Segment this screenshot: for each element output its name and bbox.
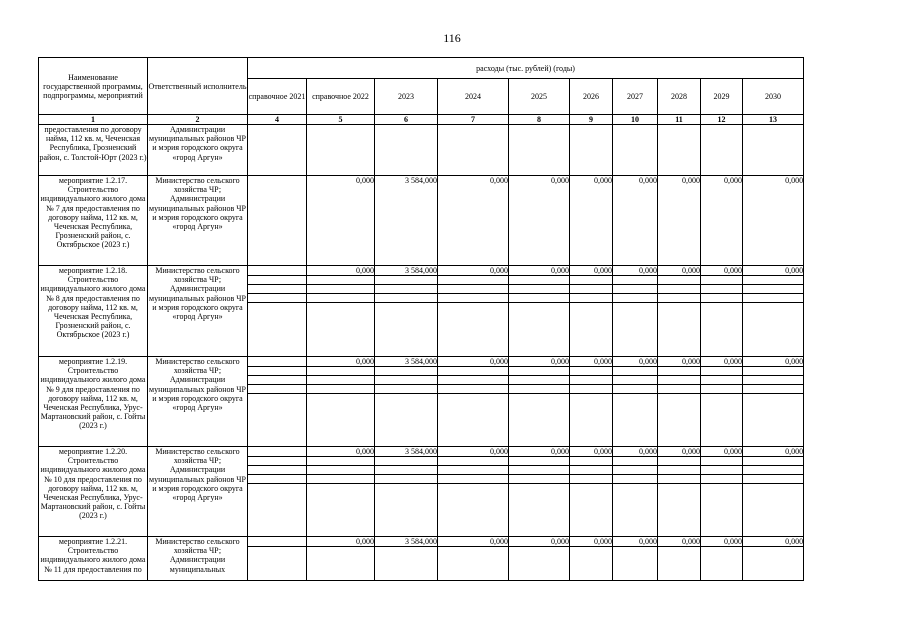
value-cell: 0,000 xyxy=(307,447,375,457)
empty-cell xyxy=(307,294,375,303)
empty-cell xyxy=(570,367,613,376)
empty-cell xyxy=(248,294,307,303)
empty-cell xyxy=(743,547,804,581)
value-cell: 0,000 xyxy=(743,357,804,367)
empty-cell xyxy=(248,376,307,385)
value-cell: 0,000 xyxy=(658,176,701,266)
empty-cell xyxy=(438,475,509,484)
empty-cell xyxy=(570,484,613,537)
value-cell: 0,000 xyxy=(743,266,804,276)
value-cell: 0,000 xyxy=(307,537,375,547)
value-cell: 3 584,000 xyxy=(375,537,438,547)
measure-name-cell: мероприятие 1.2.19. Строительство индивидуального жилого дома № 9 для предоставления по договору найма, 112 кв. м, Чеченская Республика, Урус- Мартановский район, с. Гойты (2023 г.) xyxy=(39,357,148,447)
empty-cell xyxy=(307,285,375,294)
empty-cell xyxy=(613,276,658,285)
value-cell xyxy=(375,125,438,176)
empty-cell xyxy=(701,466,743,475)
executor-cell: Министерство сельского хозяйства ЧР; Администрации муниципальных районов ЧР и мэрия городского округа «город Аргун» xyxy=(148,266,248,357)
empty-cell xyxy=(307,475,375,484)
empty-cell xyxy=(438,457,509,466)
column-number: 13 xyxy=(743,115,804,125)
empty-cell xyxy=(658,276,701,285)
page-number: 116 xyxy=(443,31,461,45)
empty-cell xyxy=(743,394,804,447)
empty-cell xyxy=(509,547,570,581)
column-number: 8 xyxy=(509,115,570,125)
empty-cell xyxy=(248,303,307,357)
empty-cell xyxy=(307,457,375,466)
empty-cell xyxy=(701,394,743,447)
empty-cell xyxy=(743,475,804,484)
value-cell: 0,000 xyxy=(701,266,743,276)
empty-cell xyxy=(375,376,438,385)
empty-cell xyxy=(307,484,375,537)
empty-cell xyxy=(438,547,509,581)
empty-cell xyxy=(701,547,743,581)
header-year: 2026 xyxy=(570,79,613,115)
empty-cell xyxy=(509,285,570,294)
value-cell: 0,000 xyxy=(701,447,743,457)
value-cell: 0,000 xyxy=(570,357,613,367)
empty-cell xyxy=(658,385,701,394)
empty-cell xyxy=(658,303,701,357)
empty-cell xyxy=(509,385,570,394)
empty-cell xyxy=(570,466,613,475)
empty-cell xyxy=(438,285,509,294)
value-cell: 0,000 xyxy=(438,266,509,276)
column-number: 12 xyxy=(701,115,743,125)
empty-cell xyxy=(509,457,570,466)
empty-cell xyxy=(570,457,613,466)
empty-cell xyxy=(438,394,509,447)
value-cell: 0,000 xyxy=(613,357,658,367)
measure-name-cell: мероприятие 1.2.17. Строительство индивидуального жилого дома № 7 для предоставления по договору найма, 112 кв. м, Чеченская Республика, Грозненский район, с. Октябрьское (2023 г.) xyxy=(39,176,148,266)
column-number: 10 xyxy=(613,115,658,125)
empty-cell xyxy=(658,294,701,303)
empty-cell xyxy=(570,303,613,357)
column-number: 7 xyxy=(438,115,509,125)
empty-cell xyxy=(743,466,804,475)
executor-cell: Министерство сельского хозяйства ЧР; Администрации муниципальных xyxy=(148,537,248,581)
empty-cell xyxy=(701,484,743,537)
empty-cell xyxy=(375,294,438,303)
value-cell: 0,000 xyxy=(509,176,570,266)
value-cell xyxy=(438,125,509,176)
empty-cell xyxy=(570,276,613,285)
empty-cell xyxy=(613,394,658,447)
empty-cell xyxy=(375,385,438,394)
value-cell: 0,000 xyxy=(509,266,570,276)
header-executor-column: Ответственный исполнитель xyxy=(148,58,248,115)
empty-cell xyxy=(658,376,701,385)
empty-cell xyxy=(658,475,701,484)
empty-cell xyxy=(743,285,804,294)
value-cell xyxy=(658,125,701,176)
table-row xyxy=(39,357,804,367)
value-cell: 0,000 xyxy=(570,176,613,266)
value-cell: 3 584,000 xyxy=(375,357,438,367)
value-cell: 0,000 xyxy=(701,176,743,266)
value-cell: 0,000 xyxy=(658,447,701,457)
empty-cell xyxy=(613,376,658,385)
value-cell: 0,000 xyxy=(438,537,509,547)
value-cell xyxy=(307,125,375,176)
table-body xyxy=(39,125,804,581)
measure-name-cell: мероприятие 1.2.21. Строительство индивидуального жилого дома № 11 для предоставления по xyxy=(39,537,148,581)
empty-cell xyxy=(743,303,804,357)
empty-cell xyxy=(375,276,438,285)
empty-cell xyxy=(307,547,375,581)
header-year: 2029 xyxy=(701,79,743,115)
empty-cell xyxy=(307,466,375,475)
value-cell xyxy=(509,125,570,176)
empty-cell xyxy=(613,285,658,294)
table-row xyxy=(39,537,804,547)
empty-cell xyxy=(509,303,570,357)
empty-cell xyxy=(701,457,743,466)
empty-cell xyxy=(307,394,375,447)
value-cell xyxy=(248,357,307,367)
executor-cell: Администрации муниципальных районов ЧР и мэрия городского округа «город Аргун» xyxy=(148,125,248,176)
empty-cell xyxy=(570,475,613,484)
value-cell: 3 584,000 xyxy=(375,266,438,276)
empty-cell xyxy=(438,367,509,376)
value-cell xyxy=(743,125,804,176)
column-number: 1 xyxy=(39,115,148,125)
empty-cell xyxy=(658,484,701,537)
value-cell: 0,000 xyxy=(658,266,701,276)
value-cell: 0,000 xyxy=(570,537,613,547)
header-year: 2030 xyxy=(743,79,804,115)
value-cell: 0,000 xyxy=(613,176,658,266)
empty-cell xyxy=(701,303,743,357)
empty-cell xyxy=(701,285,743,294)
value-cell: 0,000 xyxy=(658,537,701,547)
value-cell xyxy=(570,125,613,176)
empty-cell xyxy=(570,285,613,294)
column-number: 9 xyxy=(570,115,613,125)
empty-cell xyxy=(613,547,658,581)
value-cell xyxy=(248,537,307,547)
empty-cell xyxy=(701,475,743,484)
empty-cell xyxy=(509,294,570,303)
empty-cell xyxy=(509,484,570,537)
empty-cell xyxy=(248,367,307,376)
value-cell xyxy=(248,125,307,176)
empty-cell xyxy=(743,276,804,285)
empty-cell xyxy=(438,466,509,475)
empty-cell xyxy=(701,385,743,394)
empty-cell xyxy=(248,484,307,537)
value-cell: 0,000 xyxy=(438,357,509,367)
column-number: 11 xyxy=(658,115,701,125)
value-cell: 0,000 xyxy=(509,537,570,547)
empty-cell xyxy=(570,376,613,385)
empty-cell xyxy=(570,385,613,394)
measure-name-cell: мероприятие 1.2.20. Строительство индивидуального жилого дома № 10 для предоставления по договору найма, 112 кв. м, Чеченская Республика, Урус- Мартановский район, с. Гойты (2023 г.) xyxy=(39,447,148,537)
value-cell: 0,000 xyxy=(438,447,509,457)
header-year: 2025 xyxy=(509,79,570,115)
value-cell: 0,000 xyxy=(307,357,375,367)
executor-cell: Министерство сельского хозяйства ЧР; Администрации муниципальных районов ЧР и мэрия городского округа «город Аргун» xyxy=(148,176,248,266)
empty-cell xyxy=(248,285,307,294)
empty-cell xyxy=(375,457,438,466)
empty-cell xyxy=(658,367,701,376)
value-cell: 0,000 xyxy=(701,357,743,367)
column-number: 4 xyxy=(248,115,307,125)
value-cell: 0,000 xyxy=(509,357,570,367)
value-cell: 0,000 xyxy=(570,447,613,457)
value-cell: 0,000 xyxy=(570,266,613,276)
empty-cell xyxy=(248,466,307,475)
header-year: 2023 xyxy=(375,79,438,115)
empty-cell xyxy=(438,276,509,285)
value-cell: 0,000 xyxy=(701,537,743,547)
empty-cell xyxy=(743,376,804,385)
empty-cell xyxy=(509,475,570,484)
empty-cell xyxy=(375,394,438,447)
empty-cell xyxy=(375,285,438,294)
empty-cell xyxy=(509,466,570,475)
empty-cell xyxy=(743,385,804,394)
value-cell: 0,000 xyxy=(743,447,804,457)
table-row xyxy=(39,125,804,176)
empty-cell xyxy=(248,475,307,484)
value-cell: 0,000 xyxy=(509,447,570,457)
empty-cell xyxy=(613,367,658,376)
empty-cell xyxy=(701,376,743,385)
empty-cell xyxy=(743,367,804,376)
empty-cell xyxy=(743,484,804,537)
value-cell: 0,000 xyxy=(658,357,701,367)
value-cell: 0,000 xyxy=(743,176,804,266)
empty-cell xyxy=(570,547,613,581)
empty-cell xyxy=(375,475,438,484)
empty-cell xyxy=(701,276,743,285)
empty-cell xyxy=(570,294,613,303)
empty-cell xyxy=(307,385,375,394)
empty-cell xyxy=(375,367,438,376)
empty-cell xyxy=(570,394,613,447)
header-year: 2027 xyxy=(613,79,658,115)
header-expenses-group: расходы (тыс. рублей) (годы) xyxy=(248,58,804,79)
header-year: справочное 2021 xyxy=(248,79,307,115)
empty-cell xyxy=(509,276,570,285)
empty-cell xyxy=(307,376,375,385)
empty-cell xyxy=(658,457,701,466)
empty-cell xyxy=(509,367,570,376)
executor-cell: Министерство сельского хозяйства ЧР; Администрации муниципальных районов ЧР и мэрия городского округа «город Аргун» xyxy=(148,447,248,537)
value-cell xyxy=(248,447,307,457)
header-year: 2028 xyxy=(658,79,701,115)
empty-cell xyxy=(438,303,509,357)
empty-cell xyxy=(438,385,509,394)
header-year: справочное 2022 xyxy=(307,79,375,115)
empty-cell xyxy=(248,547,307,581)
empty-cell xyxy=(658,547,701,581)
empty-cell xyxy=(375,303,438,357)
empty-cell xyxy=(438,484,509,537)
executor-cell: Министерство сельского хозяйства ЧР; Администрации муниципальных районов ЧР и мэрия городского округа «город Аргун» xyxy=(148,357,248,447)
empty-cell xyxy=(248,457,307,466)
value-cell: 0,000 xyxy=(307,266,375,276)
column-number: 6 xyxy=(375,115,438,125)
table-row xyxy=(39,447,804,457)
value-cell: 0,000 xyxy=(307,176,375,266)
value-cell xyxy=(248,266,307,276)
budget-table xyxy=(38,57,804,581)
value-cell xyxy=(613,125,658,176)
table-row xyxy=(39,266,804,276)
value-cell: 0,000 xyxy=(613,537,658,547)
value-cell: 3 584,000 xyxy=(375,447,438,457)
column-number: 5 xyxy=(307,115,375,125)
empty-cell xyxy=(613,303,658,357)
header-year: 2024 xyxy=(438,79,509,115)
empty-cell xyxy=(307,303,375,357)
empty-cell xyxy=(613,294,658,303)
empty-cell xyxy=(613,457,658,466)
empty-cell xyxy=(438,376,509,385)
empty-cell xyxy=(613,466,658,475)
empty-cell xyxy=(658,466,701,475)
empty-cell xyxy=(658,285,701,294)
measure-name-cell: предоставления по договору найма, 112 кв. м, Чеченская Республика, Грозненский район, с. Толстой-Юрт (2023 г.) xyxy=(39,125,148,176)
value-cell: 0,000 xyxy=(613,266,658,276)
empty-cell xyxy=(248,394,307,447)
value-cell: 0,000 xyxy=(438,176,509,266)
empty-cell xyxy=(613,475,658,484)
value-cell xyxy=(701,125,743,176)
empty-cell xyxy=(438,294,509,303)
empty-cell xyxy=(743,457,804,466)
value-cell: 0,000 xyxy=(743,537,804,547)
empty-cell xyxy=(375,547,438,581)
empty-cell xyxy=(509,376,570,385)
table-row xyxy=(39,176,804,266)
empty-cell xyxy=(248,276,307,285)
empty-cell xyxy=(375,484,438,537)
empty-cell xyxy=(248,385,307,394)
empty-cell xyxy=(613,385,658,394)
column-number: 2 xyxy=(148,115,248,125)
empty-cell xyxy=(307,276,375,285)
header-name-column: Наименование государственной программы, подпрограммы, мероприятий xyxy=(39,58,148,115)
empty-cell xyxy=(613,484,658,537)
empty-cell xyxy=(307,367,375,376)
value-cell: 3 584,000 xyxy=(375,176,438,266)
empty-cell xyxy=(658,394,701,447)
value-cell xyxy=(248,176,307,266)
empty-cell xyxy=(701,367,743,376)
empty-cell xyxy=(375,466,438,475)
empty-cell xyxy=(743,294,804,303)
empty-cell xyxy=(509,394,570,447)
empty-cell xyxy=(701,294,743,303)
measure-name-cell: мероприятие 1.2.18. Строительство индивидуального жилого дома № 8 для предоставления по договору найма, 112 кв. м, Чеченская Республика, Грозненский район, с. Октябрьское (2023 г.) xyxy=(39,266,148,357)
value-cell: 0,000 xyxy=(613,447,658,457)
